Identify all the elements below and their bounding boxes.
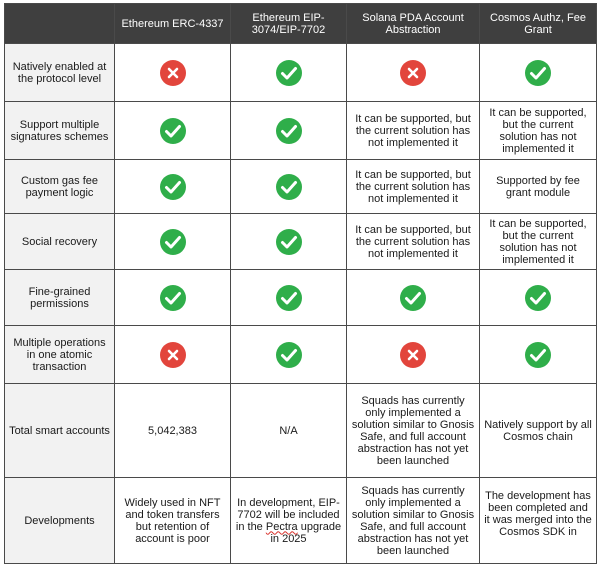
table-row: [5, 102, 597, 160]
table-cell: [231, 326, 347, 384]
cell-text: Natively support by all Cosmos chain: [484, 418, 592, 443]
cell-text: N/A: [279, 424, 298, 437]
table-cell: [480, 160, 597, 214]
table-row: [5, 44, 597, 102]
check-icon: [399, 284, 427, 312]
check-icon: [159, 173, 187, 201]
header-row: [5, 4, 597, 44]
row-label: Multiple operations in one atomic transaction: [5, 326, 115, 384]
table-cell: [115, 102, 231, 160]
cell-text: It can be supported, but the current solution has not implemented it: [355, 112, 471, 149]
table-cell: [480, 478, 597, 564]
table-cell: [115, 214, 231, 270]
header-eip3074-7702: Ethereum EIP-3074/EIP-7702: [231, 4, 347, 44]
check-icon: [275, 228, 303, 256]
check-icon: [524, 341, 552, 369]
row-label: Social recovery: [5, 214, 115, 270]
table-cell: [231, 478, 347, 564]
table-row: [5, 270, 597, 326]
check-icon: [275, 173, 303, 201]
check-icon: [275, 341, 303, 369]
comparison-table: [4, 3, 597, 564]
header-cosmos-authz: Cosmos Authz, Fee Grant: [480, 4, 597, 44]
table-cell: [347, 160, 480, 214]
table-cell: [231, 160, 347, 214]
row-label: Developments: [5, 478, 115, 564]
header-corner: [5, 4, 115, 44]
table-cell: [115, 326, 231, 384]
cell-text: It can be supported, but the current solution has not implemented it: [489, 217, 587, 266]
check-icon: [524, 59, 552, 87]
cross-icon: [159, 341, 187, 369]
row-label: Natively enabled at the protocol level: [5, 44, 115, 102]
table-cell: [115, 478, 231, 564]
table-cell: [347, 214, 480, 270]
table-row: [5, 160, 597, 214]
cell-text: Supported by fee grant module: [496, 174, 580, 199]
table-cell: [231, 270, 347, 326]
table-cell: [480, 384, 597, 478]
cell-text-part: upgrade in 2025: [270, 520, 342, 545]
cell-text: Squads has currently only implemented a solution similar to Gnosis Safe, and full account abstraction has not yet been launched: [351, 484, 475, 557]
table-cell: [231, 384, 347, 478]
table-cell: [115, 384, 231, 478]
table-cell: [480, 326, 597, 384]
table-cell: [480, 270, 597, 326]
table-row: [5, 214, 597, 270]
table-body: [5, 44, 597, 564]
cross-icon: [159, 59, 187, 87]
check-icon: [275, 284, 303, 312]
check-icon: [275, 117, 303, 145]
table-cell: [480, 44, 597, 102]
table-cell: [347, 384, 480, 478]
table-cell: [231, 214, 347, 270]
cell-text: 5,042,383: [148, 424, 197, 437]
header-solana-pda: Solana PDA Account Abstraction: [347, 4, 480, 44]
row-label: Support multiple signatures schemes: [5, 102, 115, 160]
check-icon: [159, 228, 187, 256]
misspelled-word: Pectra: [265, 520, 298, 533]
table-row: [5, 478, 597, 564]
table-cell: [231, 44, 347, 102]
cell-text: Squads has currently only implemented a solution similar to Gnosis Safe, and full account abstraction has not yet been launched: [351, 394, 475, 467]
table-cell: [347, 44, 480, 102]
row-label: Total smart accounts: [5, 384, 115, 478]
table-cell: [231, 102, 347, 160]
table-cell: [480, 102, 597, 160]
check-icon: [159, 284, 187, 312]
table-row: [5, 326, 597, 384]
cross-icon: [399, 59, 427, 87]
row-label: Custom gas fee payment logic: [5, 160, 115, 214]
row-label: Fine-grained permissions: [5, 270, 115, 326]
table-cell: [347, 478, 480, 564]
table-cell: [347, 270, 480, 326]
table-cell: [115, 270, 231, 326]
cell-text: It can be supported, but the current solution has not implemented it: [355, 168, 471, 205]
check-icon: [275, 59, 303, 87]
table-cell: [115, 160, 231, 214]
cell-text: Widely used in NFT and token transfers but retention of account is poor: [124, 496, 221, 545]
table-cell: [347, 326, 480, 384]
table-cell: [347, 102, 480, 160]
check-icon: [159, 117, 187, 145]
cell-text-part: In development, EIP-7702 will be included in the: [235, 496, 340, 533]
header-erc4337: Ethereum ERC-4337: [115, 4, 231, 44]
check-icon: [524, 284, 552, 312]
table-cell: [115, 44, 231, 102]
cell-text: The development has been completed and it was merged into the Cosmos SDK in: [484, 489, 592, 538]
cell-text: It can be supported, but the current solution has not implemented it: [489, 106, 587, 155]
cross-icon: [399, 341, 427, 369]
table-row: [5, 384, 597, 478]
table-cell: [480, 214, 597, 270]
cell-text: It can be supported, but the current solution has not implemented it: [355, 223, 471, 260]
